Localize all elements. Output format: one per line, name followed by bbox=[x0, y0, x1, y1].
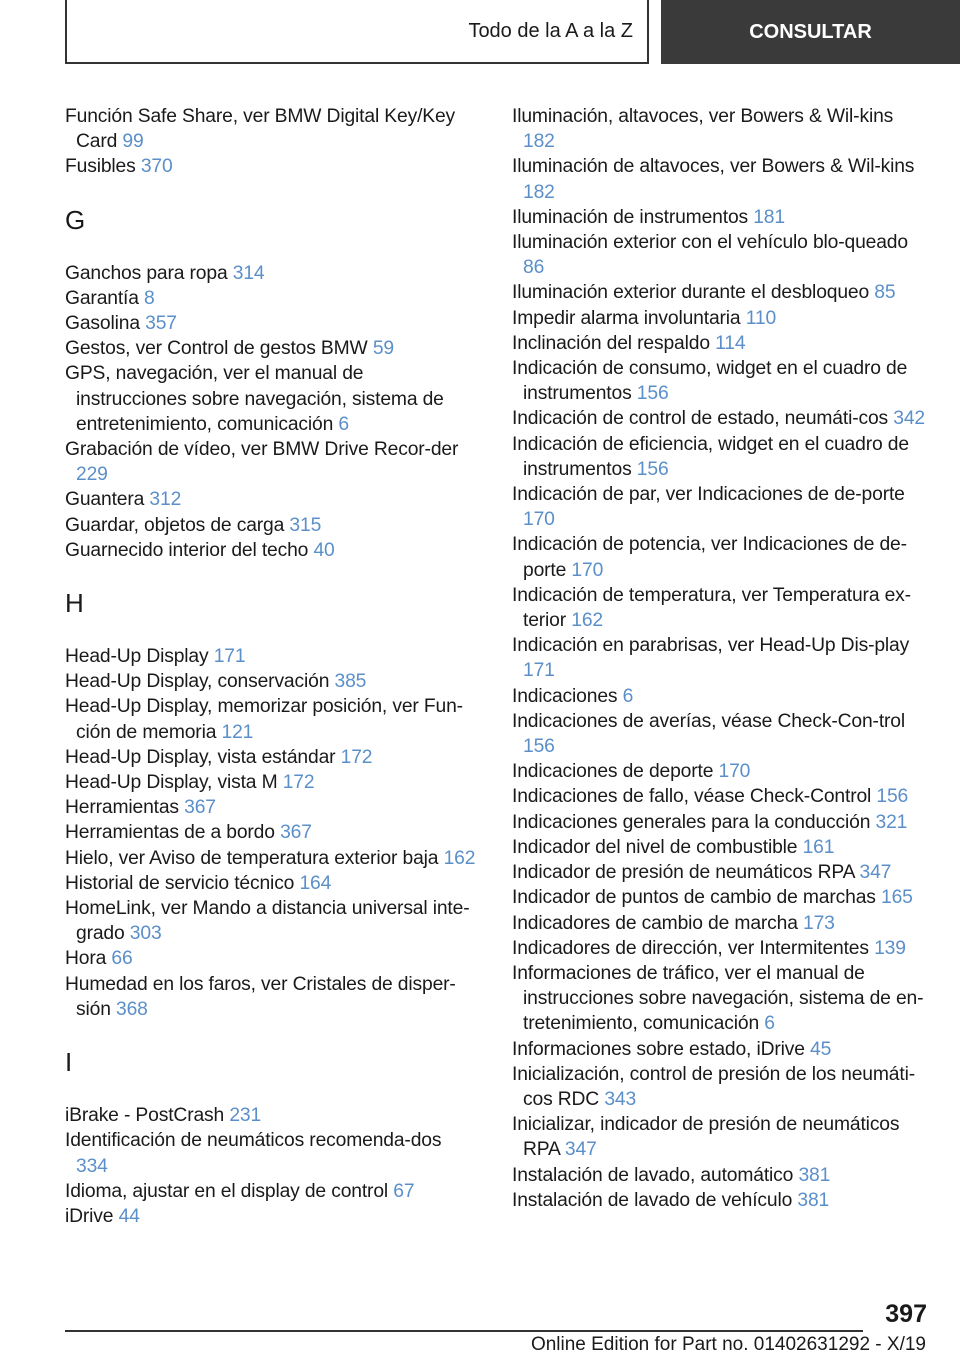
index-entry-text: Indicaciones de fallo, véase Check-Control bbox=[512, 786, 872, 808]
page-reference-link[interactable]: 162 bbox=[443, 847, 476, 869]
section-letter: I bbox=[65, 1047, 73, 1078]
index-entry bbox=[512, 104, 927, 154]
index-entry-text: iBrake - PostCrash bbox=[65, 1105, 225, 1127]
page-reference-link[interactable]: 6 bbox=[622, 685, 634, 707]
index-entry bbox=[65, 361, 477, 437]
index-entry-text: Inclinación del respaldo bbox=[512, 332, 710, 354]
index-entry bbox=[512, 1163, 927, 1188]
index-entry-text: Iluminación de instrumentos bbox=[512, 206, 749, 228]
index-entry-text: Indicación de potencia, ver Indicaciones de de-porte bbox=[512, 534, 907, 581]
section-letter: H bbox=[65, 588, 84, 619]
index-entry bbox=[65, 770, 477, 795]
page-reference-link[interactable]: 173 bbox=[803, 912, 835, 934]
index-entry-text: Inicialización, control de presión de los neumáti-cos RDC bbox=[512, 1063, 915, 1110]
index-entry-text: Impedir alarma involuntaria bbox=[512, 307, 741, 329]
page-reference-link[interactable]: 162 bbox=[571, 610, 603, 632]
page-reference-link[interactable]: 231 bbox=[229, 1105, 262, 1127]
index-entry bbox=[512, 583, 927, 633]
index-entry-text: Identificación de neumáticos recomenda-dos bbox=[65, 1130, 442, 1152]
index-entry bbox=[512, 1037, 927, 1062]
index-entry bbox=[512, 406, 927, 431]
index-entry-text: Humedad en los faros, ver Cristales de disper-sión bbox=[65, 973, 456, 1020]
index-entry bbox=[65, 972, 477, 1022]
page-reference-link[interactable]: 181 bbox=[753, 206, 785, 228]
index-entry-text: Ganchos para ropa bbox=[65, 262, 228, 284]
page-reference-link[interactable]: 8 bbox=[144, 287, 155, 309]
index-entry bbox=[512, 810, 927, 835]
index-entry bbox=[65, 644, 477, 669]
index-entry bbox=[512, 860, 927, 885]
index-entry-text: Head-Up Display bbox=[65, 646, 209, 668]
page-reference-link[interactable]: 171 bbox=[523, 660, 555, 682]
index-entry-text: Guarnecido interior del techo bbox=[65, 539, 309, 561]
page-reference-link[interactable]: 368 bbox=[116, 998, 148, 1020]
tab-index-label: Todo de la A a la Z bbox=[468, 19, 633, 42]
index-entry-text: Fusibles bbox=[65, 156, 136, 178]
index-entry bbox=[65, 154, 477, 179]
footer-divider bbox=[65, 1330, 863, 1332]
index-entry-text: Garantía bbox=[65, 287, 139, 309]
index-entry-text: Head-Up Display, vista estándar bbox=[65, 746, 336, 768]
index-entry-text: Herramientas bbox=[65, 797, 179, 819]
index-entry bbox=[65, 871, 477, 896]
index-entry-text: Indicador de puntos de cambio de marchas bbox=[512, 887, 876, 909]
page-reference-link[interactable]: 172 bbox=[282, 772, 315, 794]
page-reference-link[interactable]: 170 bbox=[718, 761, 751, 783]
index-entry bbox=[512, 709, 927, 759]
index-entry-text: HomeLink, ver Mando a distancia universal inte-grado bbox=[65, 898, 470, 945]
page-reference-link[interactable]: 367 bbox=[280, 822, 312, 844]
page-reference-link[interactable]: 172 bbox=[340, 746, 373, 768]
index-entry bbox=[512, 280, 927, 305]
index-entry-text: Iluminación, altavoces, ver Bowers & Wil-kins bbox=[512, 106, 894, 127]
index-column-left bbox=[65, 104, 477, 1229]
index-entry-text: Iluminación exterior durante el desbloqueo bbox=[512, 282, 870, 304]
tab-consult-label: CONSULTAR bbox=[749, 20, 872, 43]
page-reference-link[interactable]: 164 bbox=[299, 872, 332, 894]
page-reference-link[interactable]: 6 bbox=[338, 413, 349, 435]
page-reference-link[interactable]: 99 bbox=[122, 131, 144, 153]
index-entry-text: Indicación de par, ver Indicaciones de de-porte bbox=[512, 484, 905, 506]
index-entry bbox=[65, 820, 477, 845]
index-entry bbox=[512, 784, 927, 809]
index-entry bbox=[512, 205, 927, 230]
index-entry bbox=[65, 311, 477, 336]
index-entry bbox=[512, 1062, 927, 1112]
index-entry-text: Indicaciones de deporte bbox=[512, 761, 714, 783]
index-entry bbox=[65, 795, 477, 820]
index-entry-text: Idioma, ajustar en el display de control bbox=[65, 1180, 389, 1202]
index-entry bbox=[65, 538, 477, 563]
index-entry-text: Indicación de control de estado, neumáti-cos bbox=[512, 408, 889, 430]
index-entry bbox=[65, 669, 477, 694]
index-entry-text: Herramientas de a bordo bbox=[65, 822, 275, 844]
index-entry bbox=[512, 154, 927, 204]
index-entry bbox=[512, 885, 927, 910]
footer-edition-text: Online Edition for Part no. 01402631292 - X/19 bbox=[530, 1334, 926, 1355]
index-entry bbox=[512, 331, 927, 356]
index-entry bbox=[512, 633, 927, 683]
index-entry bbox=[512, 936, 927, 961]
page-reference-link[interactable]: 59 bbox=[372, 338, 394, 360]
page-reference-link[interactable]: 44 bbox=[118, 1205, 140, 1227]
index-entry bbox=[512, 961, 927, 1037]
index-entry-text: Función Safe Share, ver BMW Digital Key/Key Card bbox=[65, 106, 456, 153]
page-number: 397 bbox=[885, 1300, 927, 1328]
index-entry bbox=[512, 532, 927, 582]
index-entry-text: Indicaciones de averías, véase Check-Con-trol bbox=[512, 710, 905, 732]
page-reference-link[interactable]: 156 bbox=[636, 383, 669, 405]
page-reference-link[interactable]: 170 bbox=[523, 509, 555, 531]
index-entry-text: Indicación de consumo, widget en el cuadro de instrumentos bbox=[512, 358, 908, 405]
page-reference-link[interactable]: 381 bbox=[798, 1164, 831, 1186]
page-reference-link[interactable]: 312 bbox=[149, 489, 182, 511]
index-entry bbox=[65, 104, 477, 154]
page-reference-link[interactable]: 86 bbox=[523, 257, 545, 279]
page-reference-link[interactable]: 139 bbox=[874, 937, 906, 959]
index-entry-text: Indicador de presión de neumáticos RPA bbox=[512, 862, 855, 884]
index-entry-text: Indicación de eficiencia, widget en el cuadro de instrumentos bbox=[512, 433, 909, 480]
page-reference-link[interactable]: 114 bbox=[715, 332, 746, 354]
index-entry-text: Instalación de lavado, automático bbox=[512, 1164, 794, 1186]
tab-index-a-z[interactable] bbox=[65, 0, 649, 64]
index-entry bbox=[65, 487, 477, 512]
index-entry-text: iDrive bbox=[65, 1205, 114, 1227]
index-entry-text: Gestos, ver Control de gestos BMW bbox=[65, 338, 368, 360]
index-column-right bbox=[512, 104, 927, 1213]
page-reference-link[interactable]: 314 bbox=[232, 262, 265, 284]
page-reference-link[interactable]: 367 bbox=[184, 797, 216, 819]
index-entry bbox=[65, 437, 477, 487]
page-reference-link[interactable]: 342 bbox=[893, 408, 925, 430]
page-reference-link[interactable]: 357 bbox=[145, 313, 177, 335]
index-entry bbox=[512, 356, 927, 406]
index-entry-text: Gasolina bbox=[65, 313, 140, 335]
index-entry-text: Head-Up Display, memorizar posición, ver Fun-ción de memoria bbox=[65, 696, 463, 743]
page-reference-link[interactable]: 6 bbox=[764, 1013, 775, 1035]
page-reference-link[interactable]: 182 bbox=[523, 181, 555, 203]
page-reference-link[interactable]: 45 bbox=[810, 1038, 832, 1060]
index-entry bbox=[512, 911, 927, 936]
index-entry bbox=[65, 261, 477, 286]
tab-consultar[interactable] bbox=[661, 0, 960, 64]
page-reference-link[interactable]: 347 bbox=[564, 1139, 597, 1161]
page-reference-link[interactable]: 303 bbox=[129, 923, 162, 945]
page-reference-link[interactable]: 229 bbox=[76, 464, 108, 486]
page-reference-link[interactable]: 182 bbox=[523, 131, 555, 153]
index-entry-text: Indicadores de dirección, ver Intermitentes bbox=[512, 937, 869, 959]
page-reference-link[interactable]: 170 bbox=[571, 559, 604, 581]
index-entry bbox=[65, 1204, 477, 1229]
page-reference-link[interactable]: 347 bbox=[859, 862, 892, 884]
index-entry bbox=[65, 1179, 477, 1204]
index-entry bbox=[65, 1103, 477, 1128]
page-reference-link[interactable]: 156 bbox=[523, 736, 555, 758]
page-reference-link[interactable]: 315 bbox=[289, 514, 322, 536]
index-entry-text: Head-Up Display, conservación bbox=[65, 671, 330, 693]
index-entry-text: Informaciones de tráfico, ver el manual de instrucciones sobre navegación, sistema de en-tretenimiento, comunicación bbox=[512, 962, 924, 1035]
header-tabs bbox=[65, 0, 960, 64]
page-reference-link[interactable]: 66 bbox=[111, 948, 133, 970]
index-entry-text: Inicializar, indicador de presión de neumáticos RPA bbox=[512, 1114, 900, 1161]
index-entry bbox=[65, 694, 477, 744]
page-reference-link[interactable]: 370 bbox=[140, 156, 173, 178]
index-entry bbox=[65, 286, 477, 311]
page-reference-link[interactable]: 385 bbox=[334, 671, 367, 693]
page-reference-link[interactable]: 343 bbox=[604, 1088, 637, 1110]
index-entry-text: Grabación de vídeo, ver BMW Drive Recor-der bbox=[65, 439, 459, 461]
index-entry bbox=[65, 896, 477, 946]
page-reference-link[interactable]: 165 bbox=[881, 887, 913, 909]
index-entry bbox=[65, 1128, 477, 1178]
index-entry-text: Iluminación exterior con el vehículo blo-queado bbox=[512, 232, 908, 254]
page-reference-link[interactable]: 156 bbox=[636, 458, 669, 480]
index-entry-text: Informaciones sobre estado, iDrive bbox=[512, 1038, 805, 1060]
index-entry-text: Indicación de temperatura, ver Temperatura ex-terior bbox=[512, 584, 911, 632]
index-entry bbox=[65, 513, 477, 538]
index-entry-text: GPS, navegación, ver el manual de instrucciones sobre navegación, sistema de entretenimiento, comunicación bbox=[65, 363, 444, 435]
page-reference-link[interactable]: 321 bbox=[875, 811, 908, 833]
page-reference-link[interactable]: 110 bbox=[745, 307, 777, 329]
index-entry-text: Indicadores de cambio de marcha bbox=[512, 912, 798, 934]
index-entry-text: Indicaciones generales para la conducción bbox=[512, 811, 871, 833]
index-entry bbox=[512, 432, 927, 482]
page-reference-link[interactable]: 381 bbox=[797, 1189, 830, 1211]
index-entry-text: Instalación de lavado de vehículo bbox=[512, 1189, 793, 1211]
index-entry-text: Head-Up Display, vista M bbox=[65, 772, 278, 794]
index-entry-text: Hielo, ver Aviso de temperatura exterior baja bbox=[65, 847, 439, 869]
index-entry bbox=[65, 846, 477, 871]
index-entry-text: Indicaciones bbox=[512, 685, 618, 707]
index-entry-text: Indicador del nivel de combustible bbox=[512, 836, 798, 858]
page-reference-link[interactable]: 40 bbox=[313, 539, 335, 561]
index-entry-text: Guardar, objetos de carga bbox=[65, 514, 285, 536]
index-entry-text: Guantera bbox=[65, 489, 145, 511]
page-reference-link[interactable]: 156 bbox=[876, 786, 909, 808]
index-entry bbox=[65, 336, 477, 361]
index-entry bbox=[65, 946, 477, 971]
page-reference-link[interactable]: 171 bbox=[213, 646, 246, 668]
page-reference-link[interactable]: 334 bbox=[76, 1155, 108, 1177]
index-entry-text: Indicación en parabrisas, ver Head-Up Dis-play bbox=[512, 635, 910, 657]
section-letter: G bbox=[65, 204, 86, 235]
index-entry bbox=[512, 1112, 927, 1162]
index-entry bbox=[512, 306, 927, 331]
page-reference-link[interactable]: 161 bbox=[802, 836, 835, 858]
index-entry bbox=[512, 684, 927, 709]
index-entry bbox=[512, 482, 927, 532]
index-entry-text: Iluminación de altavoces, ver Bowers & Wil-kins bbox=[512, 156, 915, 178]
index-entry bbox=[512, 230, 927, 280]
page-reference-link[interactable]: 67 bbox=[393, 1180, 415, 1202]
index-entry-text: Hora bbox=[65, 948, 107, 970]
index-entry bbox=[512, 1188, 927, 1213]
page-reference-link[interactable]: 85 bbox=[874, 282, 896, 304]
index-entry bbox=[65, 745, 477, 770]
index-entry bbox=[512, 835, 927, 860]
index-entry bbox=[512, 759, 927, 784]
index-entry-text: Historial de servicio técnico bbox=[65, 872, 295, 894]
page-reference-link[interactable]: 121 bbox=[221, 721, 254, 743]
